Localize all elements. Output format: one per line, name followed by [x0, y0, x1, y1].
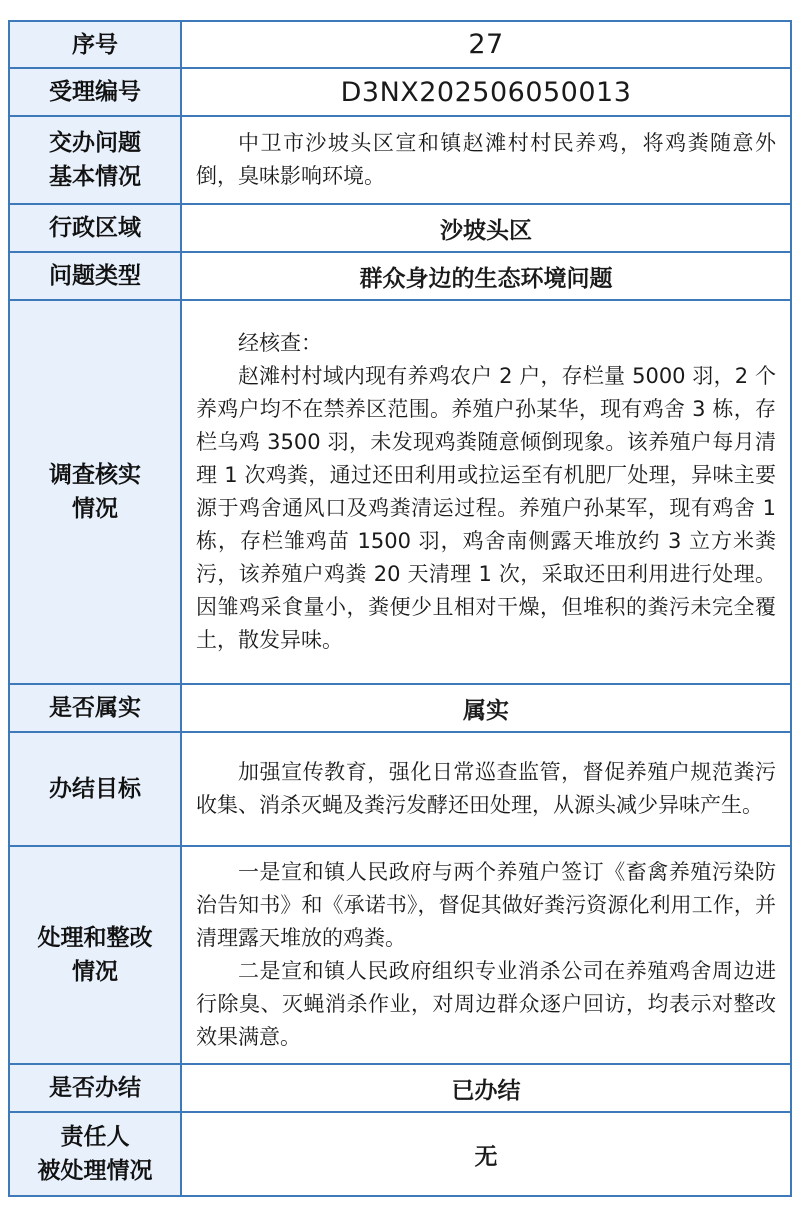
- goal-value: [181, 732, 791, 846]
- rectification-label-line1: 处理和整改: [37, 925, 153, 951]
- investigation-value: [181, 300, 791, 684]
- issue-basic-label-line1: 交办问题: [49, 130, 141, 156]
- responsible-value: 无: [181, 1112, 791, 1196]
- is-closed-value: 已办结: [181, 1064, 791, 1112]
- rectification-value: [181, 846, 791, 1064]
- serial-value: 27: [181, 21, 791, 68]
- row-rectification: [9, 846, 791, 1064]
- row-region: [9, 204, 791, 252]
- row-issue-type: [9, 252, 791, 300]
- goal-text: 加强宣传教育，强化日常巡查监管，督促养殖户规范粪污收集、消杀灭蝇及粪污发酵还田处理，从源头减少异味产生。: [196, 760, 776, 817]
- issue-basic-value: [181, 116, 791, 204]
- issue-type-label: 问题类型: [9, 252, 181, 300]
- responsible-label: [9, 1112, 181, 1196]
- case-record-table: [8, 20, 792, 1197]
- row-responsible: [9, 1112, 791, 1196]
- issue-basic-text: 中卫市沙坡头区宣和镇赵滩村村民养鸡，将鸡粪随意外倒，臭味影响环境。: [196, 131, 776, 188]
- investigation-label-line2: 情况: [72, 496, 118, 522]
- region-value: 沙坡头区: [181, 204, 791, 252]
- is-true-label: 是否属实: [9, 684, 181, 732]
- serial-label: 序号: [9, 21, 181, 68]
- is-closed-label: 是否办结: [9, 1064, 181, 1112]
- row-serial: [9, 21, 791, 68]
- goal-label: 办结目标: [9, 732, 181, 846]
- rectification-label: [9, 846, 181, 1064]
- acceptance-no-value: D3NX202506050013: [181, 68, 791, 116]
- row-goal: [9, 732, 791, 846]
- acceptance-no-label: 受理编号: [9, 68, 181, 116]
- rectification-paragraph: 二是宣和镇人民政府组织专业消杀公司在养殖鸡舍周边进行除臭、灭蝇消杀作业，对周边群众逐户回访，均表示对整改效果满意。: [196, 959, 776, 1049]
- rectification-paragraph: 一是宣和镇人民政府与两个养殖户签订《畜禽养殖污染防治告知书》和《承诺书》，督促其做好粪污资源化利用工作，并清理露天堆放的鸡粪。: [196, 860, 776, 950]
- row-investigation: [9, 300, 791, 684]
- issue-type-value: 群众身边的生态环境问题: [181, 252, 791, 300]
- issue-basic-label-line2: 基本情况: [49, 164, 141, 190]
- row-issue-basic: [9, 116, 791, 204]
- responsible-label-line2: 被处理情况: [37, 1158, 153, 1184]
- issue-basic-label: [9, 116, 181, 204]
- row-acceptance-no: [9, 68, 791, 116]
- investigation-paragraph: 赵滩村村域内现有养鸡农户 2 户，存栏量 5000 羽，2 个养鸡户均不在禁养区范围。养殖户孙某华，现有鸡舍 3 栋，存栏乌鸡 3500 羽，未发现鸡粪随意倾倒现象。该养殖户每月清理 1 次鸡粪，通过还田利用或拉运至有机肥厂处理，异味主要源于鸡舍通风口及鸡粪清运过程。养殖户孙某军，现有鸡舍 1 栋，存栏雏鸡苗 1500 羽，鸡舍南侧露天堆放约 3 立方米粪污，该养殖户鸡粪 20 天清理 1 次，采取还田利用进行处理。因雏鸡采食量小，粪便少且相对干燥，但堆积的粪污未完全覆土，散发异味。: [196, 364, 776, 652]
- region-label: 行政区域: [9, 204, 181, 252]
- row-is-closed: [9, 1064, 791, 1112]
- investigation-paragraph: 经核查：: [238, 331, 322, 355]
- investigation-label: [9, 300, 181, 684]
- rectification-label-line2: 情况: [72, 959, 118, 985]
- row-is-true: [9, 684, 791, 732]
- responsible-label-line1: 责任人: [60, 1124, 130, 1150]
- investigation-label-line1: 调查核实: [49, 462, 141, 488]
- is-true-value: 属实: [181, 684, 791, 732]
